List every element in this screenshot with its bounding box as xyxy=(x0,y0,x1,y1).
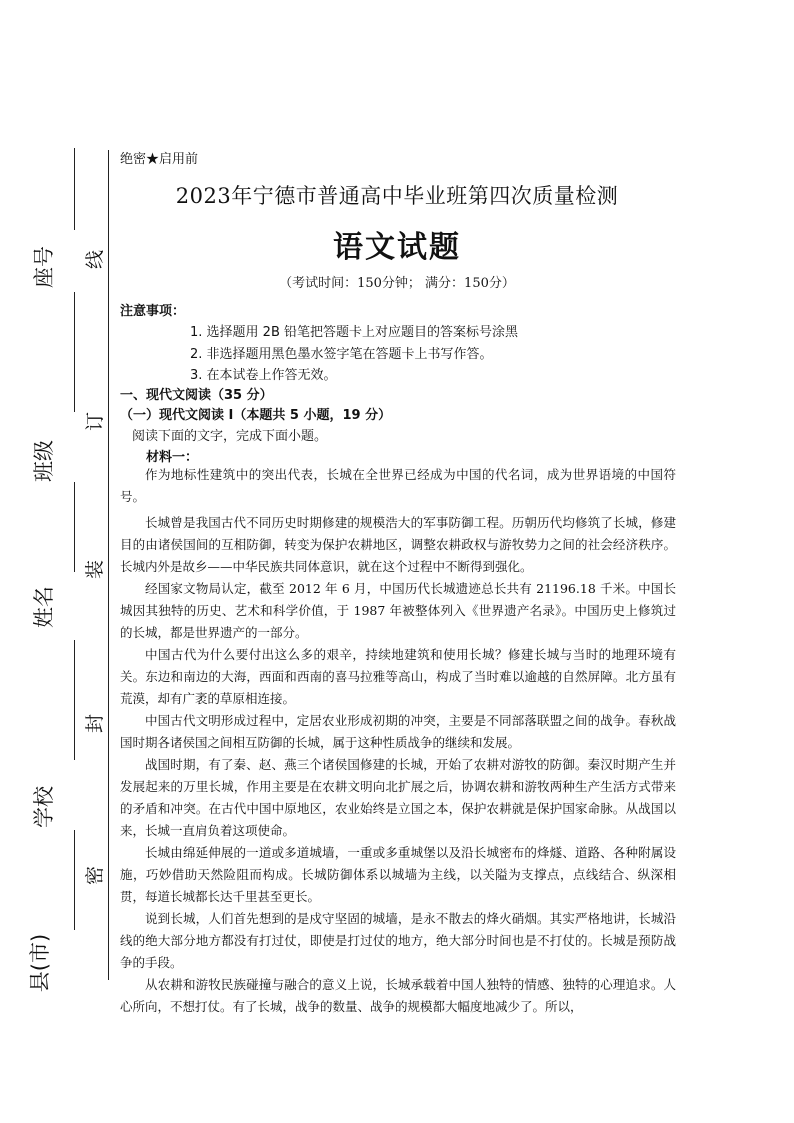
seal-char-secret: 密 xyxy=(84,865,107,886)
exam-info: （考试时间：150分钟； 满分：150分） xyxy=(279,276,515,291)
part-heading: 一、现代文阅读（35 分） xyxy=(120,388,273,403)
seal-char-line: 线 xyxy=(84,249,107,270)
paragraph: 长城由绵延伸展的一道或多道城墙，一重或多重城堡以及沿长城密布的烽燧、道路、各种附属设施，巧妙借助天然险阻而构成。长城防御体系以城墙为主线，以关隘为支撑点，点线结合、纵深相贯，每道长城都长达千里甚至更长。 xyxy=(120,845,676,904)
paragraph: 经国家文物局认定，截至 2012 年 6 月，中国历代长城遗迹总长共有 21196.18 千米。中国长城因其独特的历史、艺术和科学价值，于 1987 年被整体列入《世界遗产名录》。中国历史上修筑过的长城，都是世界遗产的一部分。 xyxy=(120,581,676,640)
sub-heading: （一）现代文阅读 I（本题共 5 小题，19 分） xyxy=(120,408,392,423)
paragraph: 战国时期，有了秦、赵、燕三个诸侯国修建的长城，开始了农耕对游牧的防御。秦汉时期产生并发展起来的万里长城，作用主要是在农耕文明向北扩展之后，协调农耕和游牧两种生产生活方式带来的矛盾和冲突。在古代中国中原地区，农业始终是立国之本，保护农耕就是保护国家命脉。从战国以来，长城一直肩负着这项使命。 xyxy=(120,757,676,838)
class-blank[interactable] xyxy=(74,292,75,412)
seal-char-seal: 封 xyxy=(84,713,107,734)
name-label: 姓名 xyxy=(32,586,56,628)
paragraph: 说到长城，人们首先想到的是戍守坚固的城墙，是永不散去的烽火硝烟。其实严格地讲，长城沿线的绝大部分地方都没有打过仗，即使是打过仗的地方，绝大部分时间也是不打仗的。长城是预防战争的手段。 xyxy=(120,911,676,970)
paragraph: 长城曾是我国古代不同历史时期修建的规模浩大的军事防御工程。历朝历代均修筑了长城，修建目的由诸侯国间的互相防御，转变为保护农耕地区，调整农耕政权与游牧势力之间的社会经济秩序。长城内外是故乡——中华民族共同体意识，就在这个过程中不断得到强化。 xyxy=(120,515,676,574)
passage xyxy=(120,464,676,1018)
note-item: 2. 非选择题用黑色墨水签字笔在答题卡上书写作答。 xyxy=(190,347,493,362)
instruction: 阅读下面的文字，完成下面小题。 xyxy=(132,429,328,444)
paragraph: 从农耕和游牧民族碰撞与融合的意义上说，长城承载着中国人独特的情感、独特的心理追求。人心所向，不想打仗。有了长城，战争的数量、战争的规模都大幅度地减少了。所以， xyxy=(120,977,676,1014)
subject-title: 语文试题 xyxy=(333,230,461,265)
note-item: 3. 在本试卷上作答无效。 xyxy=(190,368,337,383)
school-label: 学校 xyxy=(32,786,56,828)
class-label: 班级 xyxy=(32,440,56,482)
seal-char-bind: 订 xyxy=(84,411,107,432)
county-blank[interactable] xyxy=(74,830,75,930)
exam-title: 2023年宁德市普通高中毕业班第四次质量检测 xyxy=(175,184,619,208)
confidential-mark: 绝密★启用前 xyxy=(120,152,199,167)
county-label: 县(市) xyxy=(28,933,53,993)
note-item: 1. 选择题用 2B 铅笔把答题卡上对应题目的答案标号涂黑 xyxy=(190,325,518,340)
notes-heading: 注意事项： xyxy=(120,304,186,319)
paragraph: 中国古代为什么要付出这么多的艰辛，持续地建筑和使用长城？修建长城与当时的地理环境有关。东边和南边的大海，西面和西南的喜马拉雅等高山，构成了当时难以逾越的自然屏障。北方虽有荒漠，却有广袤的草原相连接。 xyxy=(120,647,676,706)
seal-char-attach: 装 xyxy=(84,559,107,580)
seat-number-label: 座号 xyxy=(32,246,56,288)
paragraph: 中国古代文明形成过程中，定居农业形成初期的冲突，主要是不同部落联盟之间的战争。春秋战国时期各诸侯国之间相互防御的长城，属于这种性质战争的继续和发展。 xyxy=(120,713,676,750)
name-blank[interactable] xyxy=(74,482,75,572)
school-blank[interactable] xyxy=(74,640,75,760)
paragraph: 作为地标性建筑中的突出代表，长城在全世界已经成为中国的代名词，成为世界语境的中国符号。 xyxy=(120,467,676,504)
material-label: 材料一： xyxy=(146,450,199,465)
